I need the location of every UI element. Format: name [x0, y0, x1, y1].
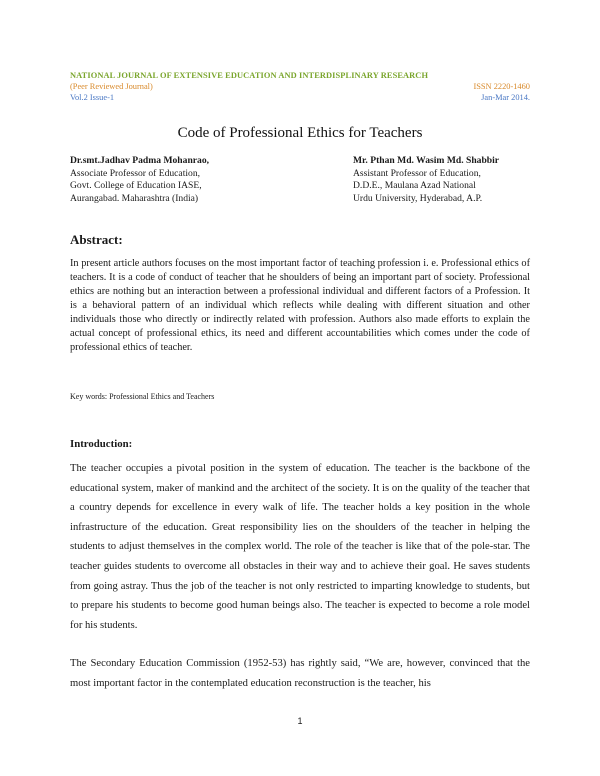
volume-label: Vol.2 Issue-1 [70, 93, 115, 102]
author-name: Mr. Pthan Md. Wasim Md. Shabbir [353, 155, 500, 166]
introduction-paragraph: The teacher occupies a pivotal position in the system of education. The teacher is the backbone of the educational system, maker of mankind and the architect of the society. It is on the quality of the teacher that a country depends for excellence in every walk of life. The teacher holds a key position in the whole infrastructure of the education. Great responsibility lies on the shoulders of the teacher in helping the students to adjust themselves in the complex world. The role of the teacher is like that of the pole-star. The teacher guides students to overcome all obstacles in their way and to achieve their goal. He saves students from going astray. Thus the job of the teacher is not only restricted to imparting knowledge to students, but to prepare his students to become good human beings also. The teacher is expected to become a role model for his students. [70, 463, 530, 631]
abstract-text: In present article authors focuses on the most important factor of teaching profession i. e. Professional ethics of teachers. It is a code of conduct of teacher that he shoulders of being an important part of society. Professional ethics are nothing but an interaction between a professional individual and different factors of a Profession. It is a behavioral pattern of an individual which reflects while dealing with different situation and other individuals those who directly or indirectly related with profession. Authors also made efforts to explain the actual concept of professional ethics, its need and different accountabilities which comes under the code of professional ethics of teacher. [70, 258, 530, 353]
abstract-heading: Abstract: [70, 232, 123, 247]
introduction-paragraph: The Secondary Education Commission (1952-53) has rightly said, “We are, however, convinced that the most important factor in the contemplated education reconstruction is the teacher, his [70, 658, 530, 689]
author-name: Dr.smt.Jadhav Padma Mohanrao, [70, 155, 210, 166]
peer-reviewed-label: (Peer Reviewed Journal) [70, 82, 153, 91]
author-affiliation-line: Assistant Professor of Education, [353, 167, 481, 179]
author-affiliation-line: Govt. College of Education IASE, [70, 180, 202, 191]
introduction-heading: Introduction: [70, 438, 133, 450]
author-block-2 [353, 155, 499, 205]
author-affiliation-line: D.D.E., Maulana Azad National [353, 180, 476, 191]
journal-name: NATIONAL JOURNAL OF EXTENSIVE EDUCATION AND INTERDISPLINARY RESEARCH [70, 71, 429, 80]
keywords-line: Key words: Professional Ethics and Teachers [70, 392, 215, 401]
date-label: Jan-Mar 2014. [481, 93, 530, 102]
issn-label: ISSN 2220-1460 [473, 82, 530, 91]
author-block-1 [70, 155, 209, 205]
author-affiliation-line: Associate Professor of Education, [70, 167, 201, 179]
page-number: 1 [297, 716, 303, 726]
author-affiliation-line: Aurangabad. Maharashtra (India) [70, 192, 199, 204]
paper-title: Code of Professional Ethics for Teachers [177, 125, 423, 141]
author-affiliation-line: Urdu University, Hyderabad, A.P. [353, 192, 483, 204]
